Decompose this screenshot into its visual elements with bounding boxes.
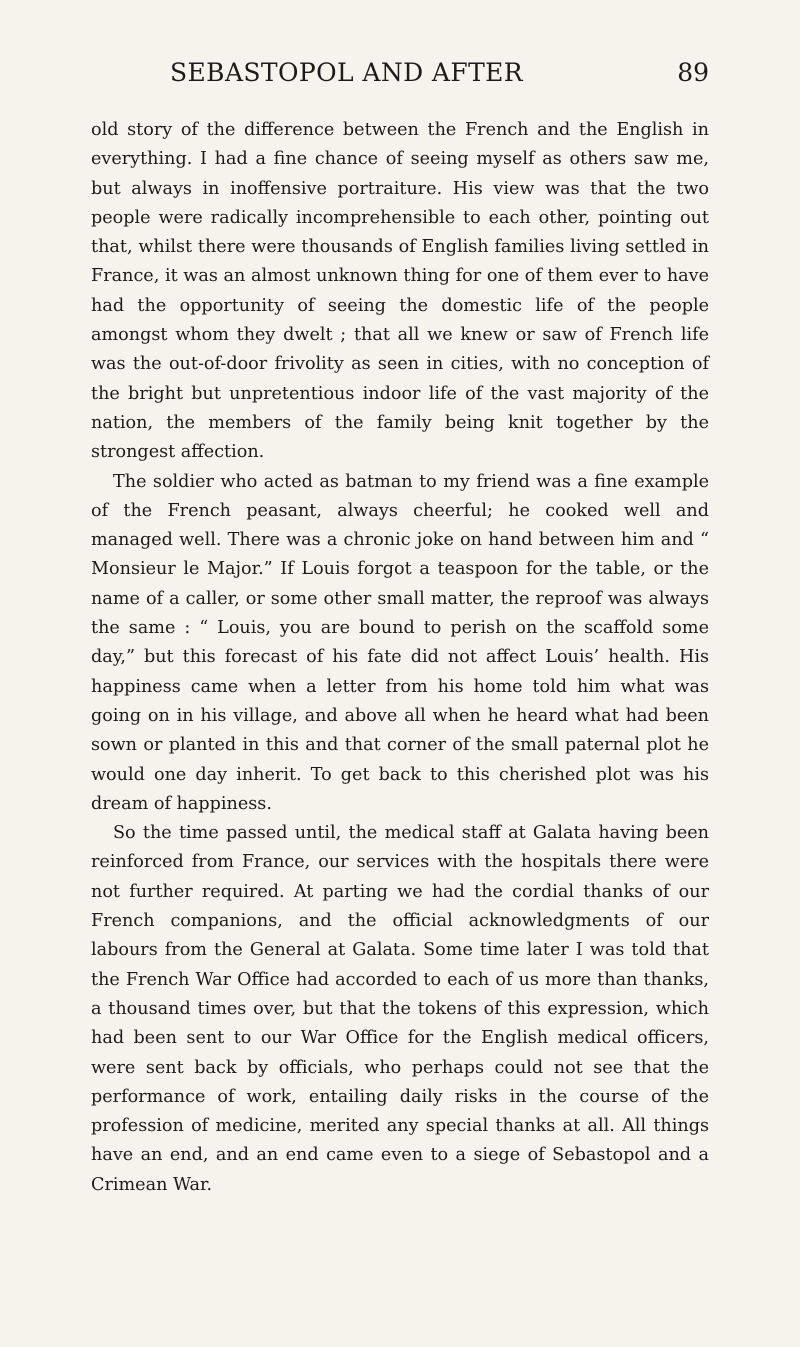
page-header — [0, 58, 800, 94]
running-head: SEBASTOPOL AND AFTER — [170, 58, 524, 87]
paragraph-3: So the time passed until, the medical staff at Galata having been reinforced from France, our services with the hospitals there were not further required. At parting we had the cordial thanks of our French companions, and the official acknowledgments of our labours from the General at Galata. Some time later I was told that the French War Office had accorded to each of us more than thanks, a thousand times over, but that the tokens of this expression, which had been sent to our War Office for the English medical officers, were sent back by officials, who perhaps could not see that the performance of work, entailing daily risks in the course of the profession of medicine, merited any special thanks at all. All things have an end, and an end came even to a siege of Sebastopol and a Crimean War. — [91, 823, 709, 1195]
paragraph-2: The soldier who acted as batman to my friend was a fine example of the French peasant, always cheerful; he cooked well and managed well. There was a chronic joke on hand between him and “ Monsieur le Major.” If Louis forgot a teaspoon for the table, or the name of a caller, or some other small matter, the reproof was always the same : “ Louis, you are bound to perish on the scaffold some day,” but this forecast of his fate did not affect Louis’ health. His happiness came when a letter from his home told him what was going on in his village, and above all when he heard what had been sown or planted in this and that corner of the small paternal plot he would one day inherit. To get back to this cherished plot was his dream of happiness. — [91, 471, 709, 814]
page-number: 89 — [677, 58, 709, 87]
paragraph-1: old story of the difference between the French and the English in everything. I had a fine chance of seeing myself as others saw me, but always in inoffensive portraiture. His view was that the two people were radically incomprehensible to each other, pointing out that, whilst there were thousands of English families living settled in France, it was an almost unknown thing for one of them ever to have had the opportunity of seeing the domestic life of the people amongst whom they dwelt ; that all we knew or saw of French life was the out-of-door frivolity as seen in cities, with no conception of the bright but unpretentious indoor life of the vast majority of the nation, the members of the family being knit together by the strongest affection. — [91, 120, 709, 463]
body-text — [91, 116, 709, 1200]
